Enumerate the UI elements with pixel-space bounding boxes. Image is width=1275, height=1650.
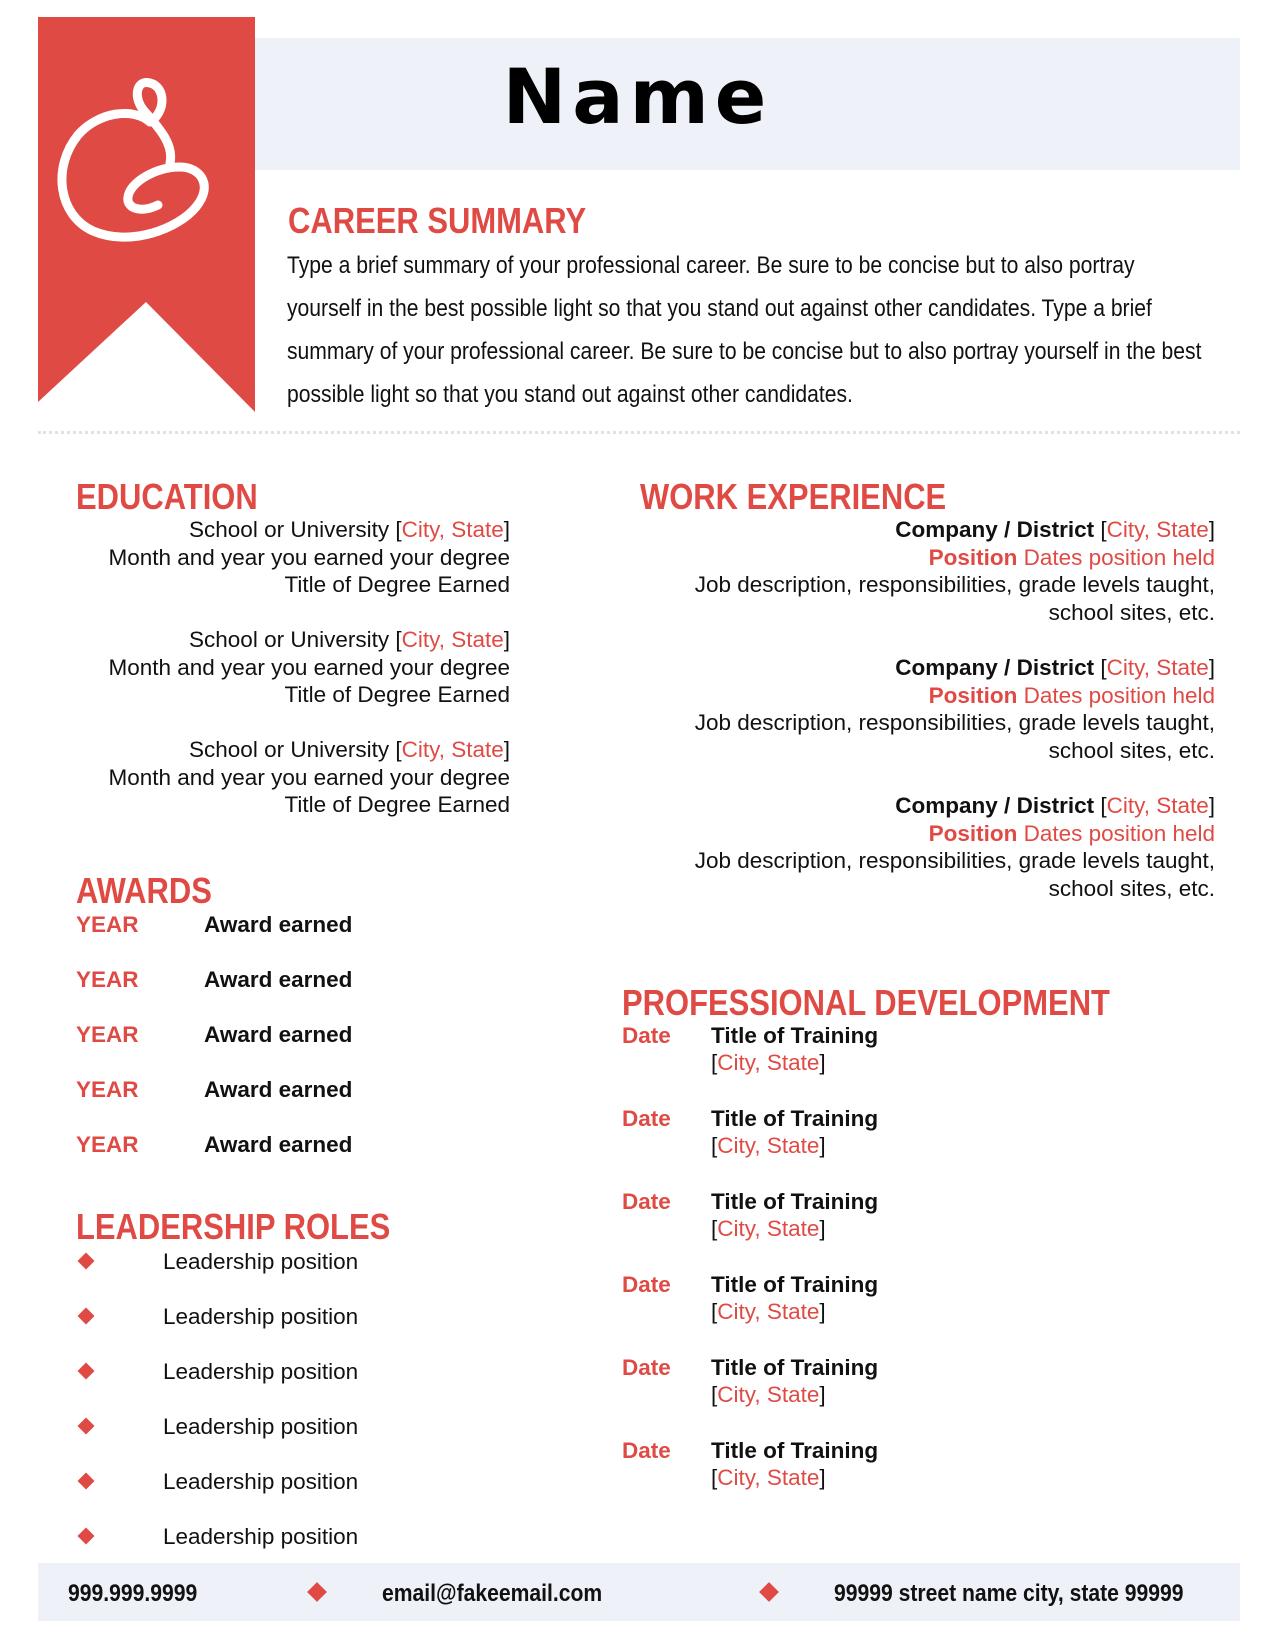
training-date: Date: [622, 1438, 671, 1463]
job-description-cont: school sites, etc.: [1048, 599, 1215, 625]
training-date: Date: [622, 1023, 671, 1048]
diamond-bullet-icon: [78, 1418, 95, 1435]
school-name: School or University: [189, 737, 390, 762]
phone-number: 999.999.9999: [68, 1580, 198, 1607]
company-name: Company / District: [895, 517, 1095, 542]
award-year: YEAR: [76, 967, 139, 992]
school-name: School or University: [189, 627, 390, 652]
degree-date: Month and year you earned your degree: [108, 654, 510, 680]
position-dates: Dates position held: [1023, 544, 1215, 570]
school-location: City, State: [401, 517, 504, 542]
training-title: Title of Training: [711, 1023, 879, 1048]
diamond-separator-icon: [759, 1582, 779, 1602]
award-year: YEAR: [76, 1077, 139, 1102]
training-title: Title of Training: [711, 1355, 879, 1380]
job-description-cont: school sites, etc.: [1048, 737, 1215, 763]
award-name: Award earned: [204, 912, 353, 937]
position-dates: Dates position held: [1023, 820, 1215, 846]
degree-date: Month and year you earned your degree: [108, 764, 510, 790]
training-location-wrap: [City, State]: [711, 1299, 826, 1324]
leadership-position: Leadership position: [163, 1524, 359, 1549]
degree-title: Title of Degree Earned: [284, 792, 510, 817]
training-title: Title of Training: [711, 1106, 879, 1131]
career-summary-heading: CAREER SUMMARY: [288, 200, 587, 241]
training-location-wrap: [City, State]: [711, 1382, 826, 1407]
leadership-position: Leadership position: [163, 1469, 359, 1494]
diamond-separator-icon: [307, 1582, 327, 1602]
company-name: Company / District: [895, 793, 1095, 818]
training-date: Date: [622, 1189, 671, 1214]
award-year: YEAR: [76, 1022, 139, 1047]
award-year: YEAR: [76, 912, 139, 937]
diamond-bullet-icon: [78, 1253, 95, 1270]
email-address: email@fakeemail.com: [382, 1580, 603, 1607]
award-name: Award earned: [204, 1022, 353, 1047]
position-title: Position: [928, 820, 1018, 846]
training-title: Title of Training: [711, 1189, 879, 1214]
section-divider: [38, 431, 1240, 434]
leadership-position: Leadership position: [163, 1249, 359, 1274]
training-date: Date: [622, 1106, 671, 1131]
company-name: Company / District: [895, 655, 1095, 680]
training-location-wrap: [City, State]: [711, 1133, 826, 1158]
diamond-bullet-icon: [78, 1363, 95, 1380]
work-entry: Company / District [City, State] Position Dates position held Job description, responsibilities, grade levels taught, school sites, etc.: [640, 792, 1215, 902]
work-entry: Company / District [City, State] Position Dates position held Job description, responsibilities, grade levels taught, school sites, etc.: [640, 516, 1215, 626]
job-description: Job description, responsibilities, grade levels taught,: [694, 710, 1215, 735]
position-title: Position: [928, 544, 1018, 570]
training-title: Title of Training: [711, 1272, 879, 1297]
training-location-wrap: [City, State]: [711, 1216, 826, 1241]
street-address: 99999 street name city, state 99999: [834, 1580, 1184, 1607]
degree-title: Title of Degree Earned: [284, 572, 510, 597]
training-location: City, State: [717, 1299, 820, 1324]
company-location: City, State: [1106, 655, 1209, 680]
diamond-bullet-icon: [78, 1308, 95, 1325]
education-entry: School or University [City, State] Month and year you earned your degree Title of Degree Earned: [60, 736, 510, 819]
monogram-ribbon: [38, 17, 255, 412]
company-location: City, State: [1106, 793, 1209, 818]
school-location: City, State: [401, 627, 504, 652]
education-entry: School or University [City, State] Month and year you earned your degree Title of Degree Earned: [60, 516, 510, 599]
training-title: Title of Training: [711, 1438, 879, 1463]
diamond-bullet-icon: [78, 1528, 95, 1545]
position-title: Position: [928, 682, 1018, 708]
education-heading: EDUCATION: [76, 476, 258, 517]
diamond-bullet-icon: [78, 1473, 95, 1490]
training-location: City, State: [717, 1216, 820, 1241]
job-description: Job description, responsibilities, grade levels taught,: [694, 572, 1215, 597]
training-location-wrap: [City, State]: [711, 1465, 826, 1490]
leadership-position: Leadership position: [163, 1414, 359, 1439]
awards-heading: AWARDS: [76, 870, 212, 911]
training-location: City, State: [717, 1050, 820, 1075]
candidate-name: Name: [502, 52, 773, 141]
award-name: Award earned: [204, 1077, 353, 1102]
position-dates: Dates position held: [1023, 682, 1215, 708]
training-location: City, State: [717, 1465, 820, 1490]
job-description: Job description, responsibilities, grade levels taught,: [694, 848, 1215, 873]
training-date: Date: [622, 1272, 671, 1297]
degree-date: Month and year you earned your degree: [108, 544, 510, 570]
training-location: City, State: [717, 1133, 820, 1158]
contact-footer: [38, 1563, 1240, 1621]
job-description-cont: school sites, etc.: [1048, 875, 1215, 901]
career-summary-text: Type a brief summary of your professional career. Be sure to be concise but to also portray yourself in the best possible light so that you stand out against other candidates. Type a brief summary of your professional career. Be sure to be concise but to also portray yourself in the best possible light so that you stand out against other candidates.: [287, 252, 1202, 408]
education-entry: School or University [City, State] Month and year you earned your degree Title of Degree Earned: [60, 626, 510, 709]
work-experience-heading: WORK EXPERIENCE: [640, 476, 947, 517]
leadership-position: Leadership position: [163, 1359, 359, 1384]
training-location: City, State: [717, 1382, 820, 1407]
company-location: City, State: [1106, 517, 1209, 542]
training-location-wrap: [City, State]: [711, 1050, 826, 1075]
award-year: YEAR: [76, 1132, 139, 1157]
leadership-position: Leadership position: [163, 1304, 359, 1329]
degree-title: Title of Degree Earned: [284, 682, 510, 707]
professional-development-heading: PROFESSIONAL DEVELOPMENT: [622, 982, 1110, 1023]
school-name: School or University: [189, 517, 390, 542]
school-location: City, State: [401, 737, 504, 762]
work-entry: Company / District [City, State] Position Dates position held Job description, responsibilities, grade levels taught, school sites, etc.: [640, 654, 1215, 764]
award-name: Award earned: [204, 967, 353, 992]
leadership-heading: LEADERSHIP ROLES: [76, 1206, 391, 1247]
training-date: Date: [622, 1355, 671, 1380]
award-name: Award earned: [204, 1132, 353, 1157]
